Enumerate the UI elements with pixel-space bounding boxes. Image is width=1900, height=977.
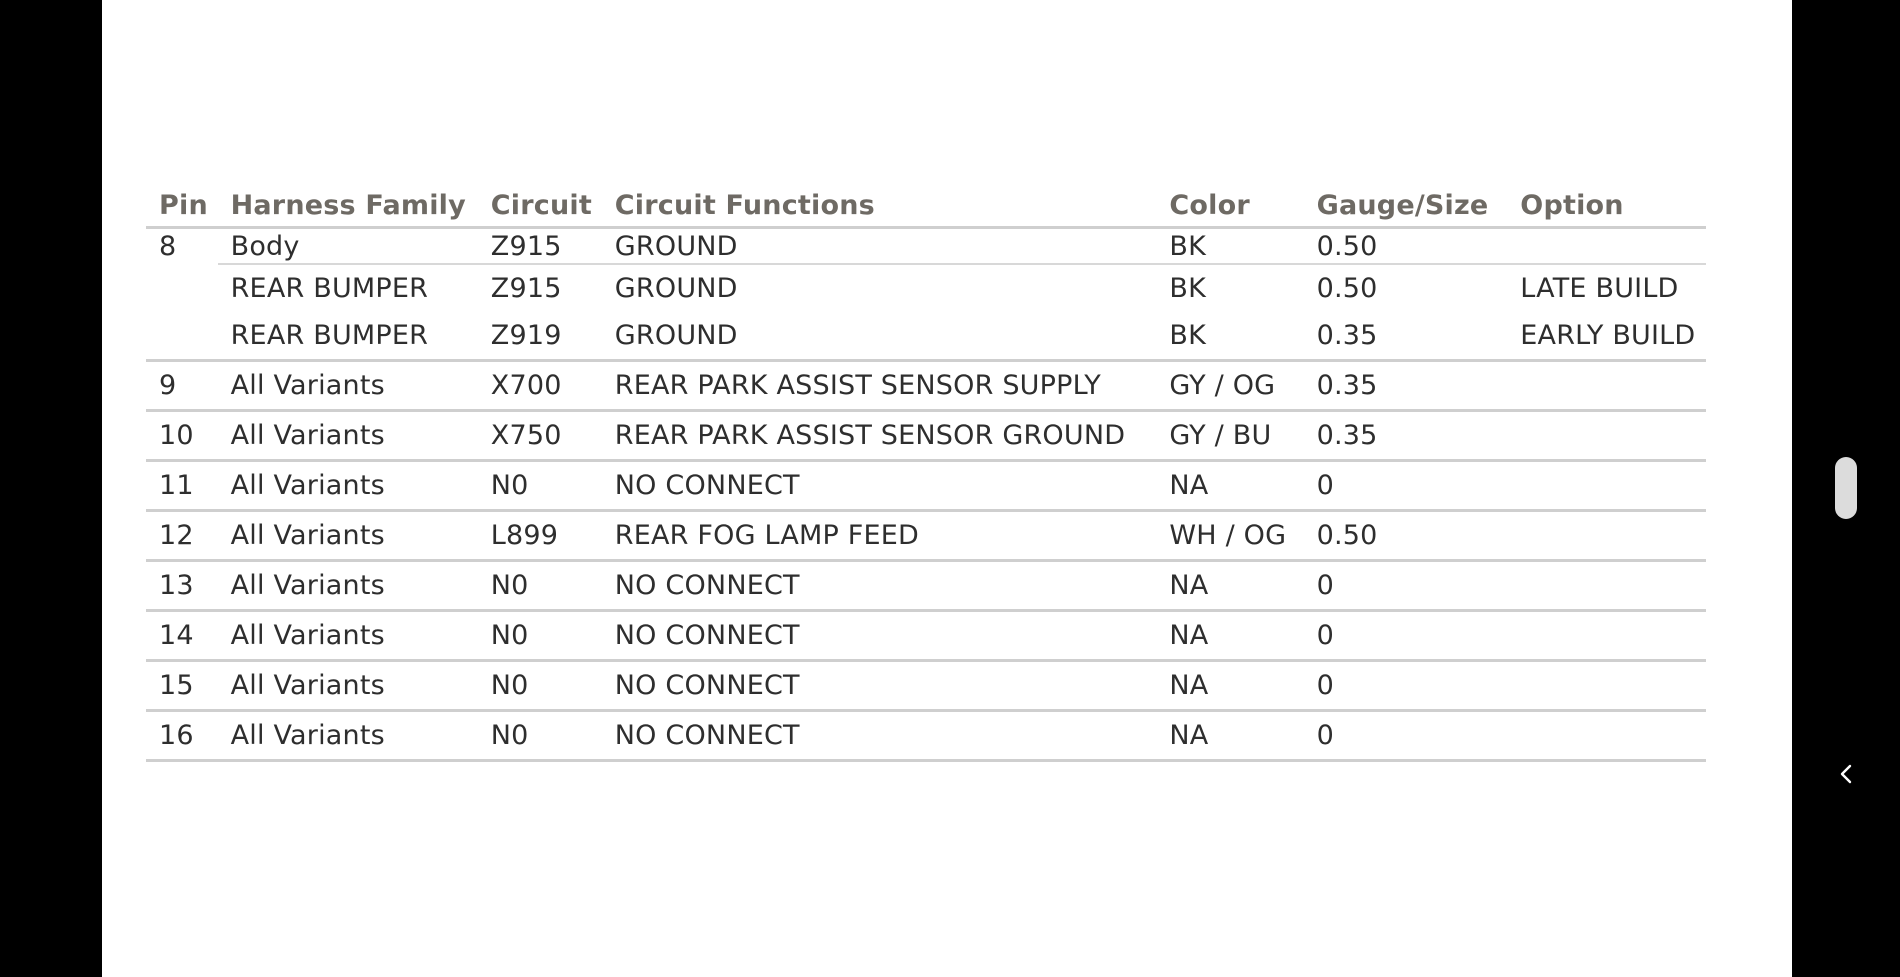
cell-option	[1507, 711, 1706, 761]
table-row	[146, 611, 1706, 661]
cell-color: NA	[1156, 611, 1303, 661]
cell-option	[1507, 461, 1706, 511]
cell-pin: 8	[159, 231, 177, 262]
cell-option: LATE BUILD	[1520, 273, 1679, 304]
header-gauge-size: Gauge/Size	[1304, 184, 1508, 228]
cell-harness-family: All Variants	[218, 611, 478, 661]
cell-circuit-function: NO CONNECT	[602, 461, 1157, 511]
cell-option	[1507, 661, 1706, 711]
cell-gauge: 0.35	[1304, 312, 1508, 361]
cell-pin	[146, 264, 218, 312]
cell-gauge: 0	[1304, 461, 1508, 511]
header-circuit-functions: Circuit Functions	[602, 184, 1157, 228]
cell-circuit-function: GROUND	[602, 312, 1157, 361]
cell-gauge: 0.35	[1304, 411, 1508, 461]
table-header-row	[146, 184, 1706, 228]
cell-harness-family: REAR BUMPER	[218, 312, 478, 361]
header-pin: Pin	[146, 184, 218, 228]
scrollbar-thumb[interactable]	[1835, 457, 1857, 519]
cell-option	[1507, 361, 1706, 411]
cell-color: BK	[1156, 312, 1303, 361]
cell-color: NA	[1156, 661, 1303, 711]
cell-circuit: N0	[478, 461, 602, 511]
table-row	[146, 461, 1706, 511]
cell-gauge: 0.50	[1304, 511, 1508, 561]
cell-circuit-function: NO CONNECT	[602, 611, 1157, 661]
header-option: Option	[1507, 184, 1706, 228]
cell-circuit: N0	[478, 611, 602, 661]
header-harness-family: Harness Family	[218, 184, 478, 228]
cell-circuit-function: NO CONNECT	[602, 661, 1157, 711]
cell-harness-family: All Variants	[218, 411, 478, 461]
cell-circuit-function: NO CONNECT	[602, 561, 1157, 611]
cell-color: BK	[1156, 228, 1303, 265]
cell-circuit: N0	[478, 561, 602, 611]
cell-gauge: 0	[1304, 561, 1508, 611]
cell-pin: 9	[146, 361, 218, 411]
cell-color: NA	[1156, 711, 1303, 761]
table-row	[146, 361, 1706, 411]
cell-circuit: X750	[478, 411, 602, 461]
cell-gauge: 0	[1304, 661, 1508, 711]
cell-harness-family: All Variants	[218, 561, 478, 611]
cell-circuit: N0	[478, 711, 602, 761]
cell-circuit: X700	[478, 361, 602, 411]
cell-pin: 14	[146, 611, 218, 661]
header-color: Color	[1156, 184, 1303, 228]
table-row	[146, 264, 1706, 312]
cell-circuit-function: NO CONNECT	[602, 711, 1157, 761]
cell-gauge: 0.50	[1316, 273, 1378, 304]
chevron-left-icon[interactable]	[1832, 760, 1860, 788]
cell-harness-family: All Variants	[218, 661, 478, 711]
cell-circuit: Z919	[478, 312, 602, 361]
cell-circuit: L899	[478, 511, 602, 561]
cell-color: WH / OG	[1156, 511, 1303, 561]
cell-option	[1507, 511, 1706, 561]
table-row	[146, 312, 1706, 361]
cell-pin: 13	[146, 561, 218, 611]
cell-pin	[146, 312, 218, 361]
cell-circuit: Z915	[490, 273, 562, 304]
header-circuit: Circuit	[478, 184, 602, 228]
cell-circuit: N0	[478, 661, 602, 711]
table-row	[146, 511, 1706, 561]
cell-harness-family: All Variants	[218, 711, 478, 761]
cell-pin: 10	[146, 411, 218, 461]
cell-pin: 15	[146, 661, 218, 711]
cell-pin: 11	[146, 461, 218, 511]
cell-gauge: 0	[1304, 611, 1508, 661]
connector-pinout-table	[146, 184, 1706, 762]
cell-harness-family: REAR BUMPER	[230, 273, 429, 304]
cell-gauge: 0	[1304, 711, 1508, 761]
cell-harness-family: All Variants	[218, 461, 478, 511]
cell-color: NA	[1156, 561, 1303, 611]
cell-option	[1507, 561, 1706, 611]
table-row	[146, 561, 1706, 611]
cell-option: EARLY BUILD	[1507, 312, 1706, 361]
cell-pin: 16	[146, 711, 218, 761]
table-row	[146, 411, 1706, 461]
cell-harness-family: All Variants	[218, 511, 478, 561]
table-row	[146, 711, 1706, 761]
cell-option	[1507, 411, 1706, 461]
cell-circuit-function: REAR FOG LAMP FEED	[602, 511, 1157, 561]
cell-circuit-function: REAR PARK ASSIST SENSOR GROUND	[602, 411, 1157, 461]
cell-circuit-function: GROUND	[614, 273, 738, 304]
cell-harness-family: Body	[218, 228, 478, 265]
cell-option	[1507, 611, 1706, 661]
cell-pin: 12	[146, 511, 218, 561]
cell-circuit-function: GROUND	[602, 228, 1157, 265]
cell-circuit: Z915	[478, 228, 602, 265]
cell-harness-family: All Variants	[218, 361, 478, 411]
table-row	[146, 661, 1706, 711]
cell-color: NA	[1156, 461, 1303, 511]
cell-option	[1507, 228, 1706, 265]
cell-circuit-function: REAR PARK ASSIST SENSOR SUPPLY	[602, 361, 1157, 411]
cell-gauge: 0.35	[1304, 361, 1508, 411]
cell-color: GY / OG	[1156, 361, 1303, 411]
cell-color: BK	[1169, 273, 1207, 304]
cell-gauge: 0.50	[1304, 228, 1508, 265]
table-row	[146, 228, 1706, 265]
cell-color: GY / BU	[1156, 411, 1303, 461]
